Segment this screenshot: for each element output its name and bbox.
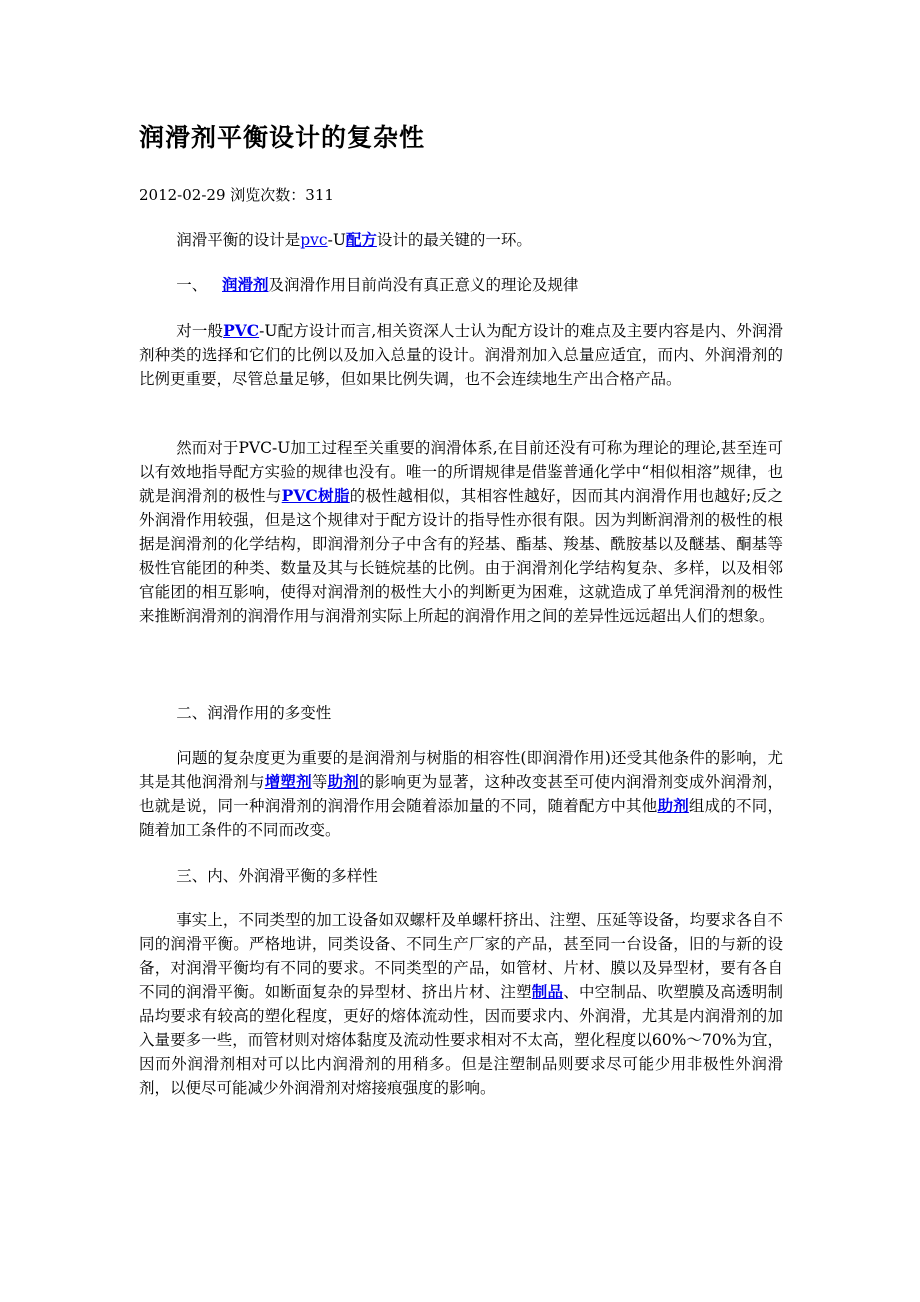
article-title: 润滑剂平衡设计的复杂性 xyxy=(139,123,426,152)
p2-text-2: 的极性越相似，其相容性越好，因而其内润滑作用也越好;反之外润滑作用较强，但是这个规律对于配方设计的指导性亦很有限。因为判断润滑剂的极性的根据是润滑剂的化学结构，即润滑剂分子中含有的羟基、酯基、羧基、酰胺基以及醚基、酮基等极性官能团的种类、数量及其与长链烷基的比例。由于润滑剂化学结构复杂、多样，以及相邻官能团的相互影响，使得对润滑剂的极性大小的判断更为困难，这就造成了单凭润滑剂的极性来推断润滑剂的润滑作用与润滑剂实际上所起的润滑作用之间的差异性远远超出人们的想象。 xyxy=(139,487,783,625)
link-additive-2[interactable]: 助剂 xyxy=(657,796,689,815)
paragraph-4 xyxy=(139,908,783,1100)
views-count: 311 xyxy=(305,186,334,204)
p4-text-2: 、中空制品、吹塑膜及高透明制品均要求有较高的塑化程度，更好的熔体流动性，因而要求内、外润滑，尤其是内润滑剂的加入量要多一些，而管材则对熔体黏度及流动性要求相对不太高，塑化程度以60%～70%为宜，因而外润滑剂相对可以比内润滑剂的用稍多。但是注塑制品则要求尽可能少用非极性外润滑剂，以便尽可能减少外润滑剂对熔接痕强度的影响。 xyxy=(139,983,783,1097)
p1-text-2: -U配方设计而言,相关资深人士认为配方设计的难点及主要内容是内、外润滑剂种类的选择和它们的比例以及加入总量的设计。润滑剂加入总量应适宜，而内、外润滑剂的比例更重要，尽管总量足够，但如果比例失调，也不会连续地生产出合格产品。 xyxy=(139,322,783,388)
intro-text-2: -U xyxy=(327,231,346,249)
intro-text-3: 设计的最关键的一环。 xyxy=(376,231,532,249)
link-pvc[interactable]: pvc xyxy=(300,231,328,249)
p1-text-1: 对一般 xyxy=(176,322,224,340)
p3-text-3: 的影响更为显著，这种改变甚至可使内润滑剂变成外润滑剂，也就是说，同一种润滑剂的润滑作用会随着添加量的不同，随着配方中其他 xyxy=(139,773,783,815)
link-plasticizer[interactable]: 增塑剂 xyxy=(264,772,312,791)
link-formula[interactable]: 配方 xyxy=(345,230,377,249)
publish-date: 2012-02-29 xyxy=(139,186,226,204)
paragraph-1 xyxy=(139,319,783,391)
views-label: 浏览次数： xyxy=(230,186,306,204)
section-heading-2: 二、润滑作用的多变性 xyxy=(176,704,332,722)
article-meta xyxy=(139,184,334,205)
section-heading-3: 三、内、外润滑平衡的多样性 xyxy=(176,867,378,885)
heading1-prefix: 一、 xyxy=(176,276,208,294)
paragraph-2 xyxy=(139,436,783,628)
link-additive[interactable]: 助剂 xyxy=(327,772,359,791)
heading1-text: 及润滑作用目前尚没有真正意义的理论及规律 xyxy=(268,276,579,294)
p2-text-1: 然而对于PVC-U加工过程至关重要的润滑体系,在目前还没有可称为理论的理论,甚至连可以有效地指导配方实验的规律也没有。唯一的所谓规律是借鉴普通化学中“相似相溶”规律，也就是润滑剂的极性与 xyxy=(139,439,783,505)
p3-text-2: 等 xyxy=(311,773,328,791)
p4-text-1: 事实上，不同类型的加工设备如双螺杆及单螺杆挤出、注塑、压延等设备，均要求各自不同的润滑平衡。严格地讲，同类设备、不同生产厂家的产品，甚至同一台设备，旧的与新的设备，对润滑平衡均有不同的要求。不同类型的产品，如管材、片材、膜以及异型材，要有各自不同的润滑平衡。如断面复杂的异型材、挤出片材、注塑 xyxy=(139,911,783,1001)
p3-text-1: 问题的复杂度更为重要的是润滑剂与树脂的相容性(即润滑作用)还受其他条件的影响，尤其是其他润滑剂与 xyxy=(139,749,783,791)
section-heading-1 xyxy=(139,273,783,297)
link-products[interactable]: 制品 xyxy=(531,982,564,1001)
link-pvc-upper[interactable]: PVC xyxy=(223,321,260,340)
intro-paragraph xyxy=(139,228,783,252)
link-lubricant[interactable]: 润滑剂 xyxy=(221,275,269,294)
link-pvc-resin[interactable]: PVC树脂 xyxy=(281,486,350,505)
intro-text-1: 润滑平衡的设计是 xyxy=(176,231,301,249)
paragraph-3 xyxy=(139,746,783,842)
p3-text-4: 组成的不同，随着加工条件的不同而改变。 xyxy=(139,797,783,839)
